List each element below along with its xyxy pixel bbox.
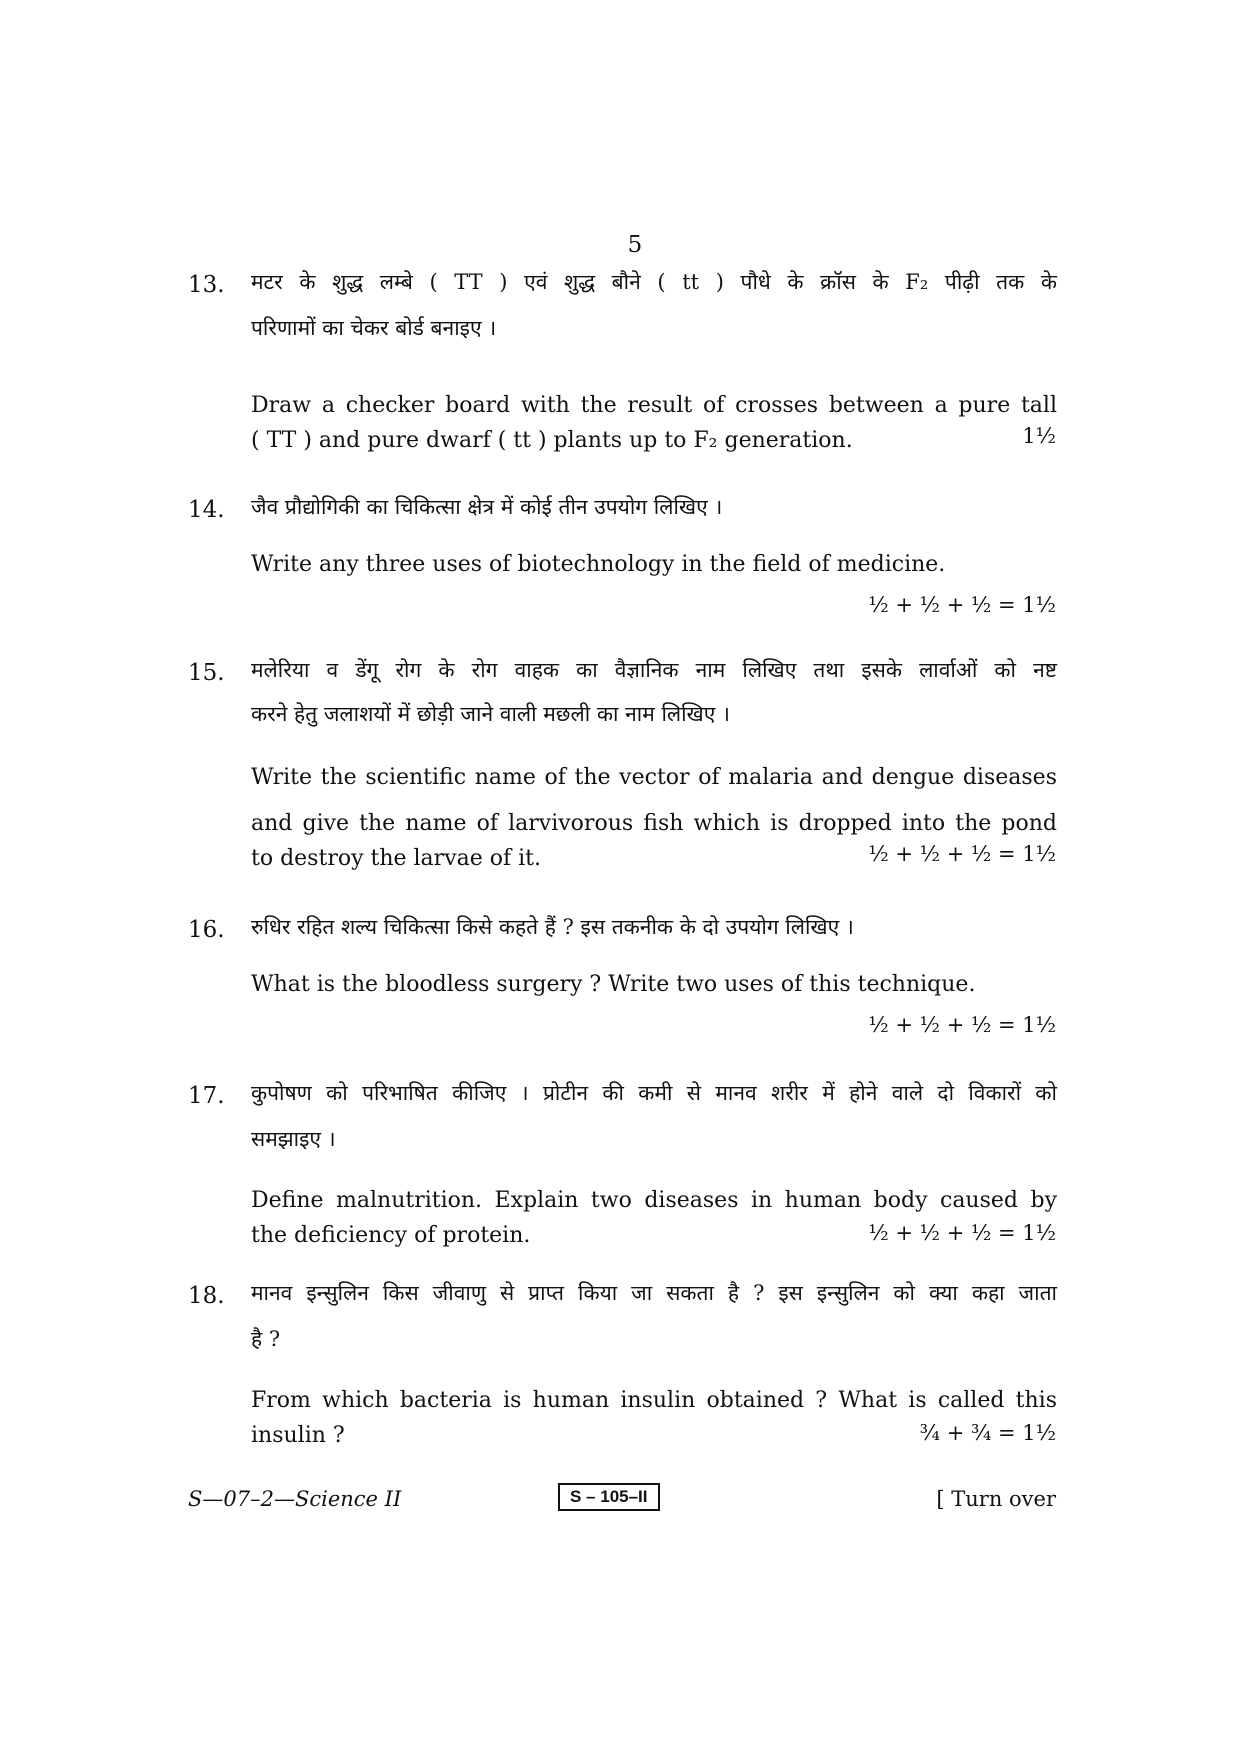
question-number: 16. — [188, 917, 225, 943]
question-16-english-line-1: What is the bloodless surgery ? Write two uses of this technique. — [251, 972, 976, 997]
question-15-english-line-3: to destroy the larvae of it. — [251, 846, 541, 871]
question-17-english-line-2: the deficiency of protein. — [251, 1223, 531, 1248]
question-13-english — [251, 388, 1057, 458]
question-14-english-line-1: Write any three uses of biotechnology in the field of medicine. — [251, 552, 946, 577]
question-17-english-line-1: Define malnutrition. Explain two diseases in human body caused by — [251, 1188, 1057, 1213]
turn-over-note: [ Turn over — [936, 1487, 1056, 1511]
question-number: 15. — [188, 660, 225, 686]
question-18-hindi-line-2: है ? — [251, 1327, 281, 1351]
question-17-marks: ½ + ½ + ½ = 1½ — [868, 1221, 1056, 1245]
question-number: 13. — [188, 272, 225, 298]
footer-paper-id: S—07–2—Science II — [188, 1487, 402, 1511]
question-18-marks: ¾ + ¾ = 1½ — [919, 1421, 1056, 1445]
question-15-english-line-1: Write the scientific name of the vector of malaria and dengue diseases — [251, 765, 1057, 790]
question-number: 17. — [188, 1083, 225, 1109]
question-17-hindi-line-2: समझाइए । — [251, 1127, 336, 1151]
question-13-marks: 1½ — [1022, 424, 1056, 448]
question-15-marks: ½ + ½ + ½ = 1½ — [868, 842, 1056, 866]
question-14-hindi-line-1: जैव प्रौद्योगिकी का चिकित्सा क्षेत्र में कोई तीन उपयोग लिखिए । — [251, 495, 723, 519]
question-number: 14. — [188, 497, 225, 523]
question-16-english — [251, 967, 1057, 1002]
question-15-hindi-line-1: मलेरिया व डेंगू रोग के रोग वाहक का वैज्ञानिक नाम लिखिए तथा इसके लार्वाओं को नष्ट — [251, 658, 1057, 682]
question-16-hindi-line-1: रुधिर रहित शल्य चिकित्सा किसे कहते हैं ? इस तकनीक के दो उपयोग लिखिए । — [251, 915, 854, 939]
question-13-hindi-line-1: मटर के शुद्ध लम्बे ( TT ) एवं शुद्ध बौने ( tt ) पौधे के क्रॉस के F₂ पीढ़ी तक के — [251, 270, 1057, 294]
question-14-english — [251, 547, 1057, 582]
question-14-marks: ½ + ½ + ½ = 1½ — [868, 593, 1056, 617]
page-number: 5 — [627, 232, 643, 258]
question-13-english-line-2: ( TT ) and pure dwarf ( tt ) plants up to F₂ generation. — [251, 428, 853, 453]
question-13-english-line-1: Draw a checker board with the result of crosses between a pure tall — [251, 393, 1057, 418]
question-18-english-line-1: From which bacteria is human insulin obtained ? What is called this — [251, 1388, 1057, 1413]
question-15-hindi-line-2: करने हेतु जलाशयों में छोड़ी जाने वाली मछली का नाम लिखिए । — [251, 702, 730, 726]
question-number: 18. — [188, 1283, 225, 1309]
question-18-english-line-2: insulin ? — [251, 1423, 345, 1448]
question-16-marks: ½ + ½ + ½ = 1½ — [868, 1013, 1056, 1037]
question-15-english-line-2: and give the name of larvivorous fish which is dropped into the pond — [251, 811, 1057, 836]
question-17-hindi-line-1: कुपोषण को परिभाषित कीजिए । प्रोटीन की कमी से मानव शरीर में होने वाले दो विकारों को — [251, 1081, 1057, 1105]
question-13-hindi-line-2: परिणामों का चेकर बोर्ड बनाइए । — [251, 316, 497, 340]
footer-code-box: S – 105–II — [558, 1483, 660, 1511]
question-18-hindi-line-1: मानव इन्सुलिन किस जीवाणु से प्राप्त किया जा सकता है ? इस इन्सुलिन को क्या कहा जाता — [251, 1281, 1057, 1305]
page-footer — [188, 1483, 1056, 1517]
